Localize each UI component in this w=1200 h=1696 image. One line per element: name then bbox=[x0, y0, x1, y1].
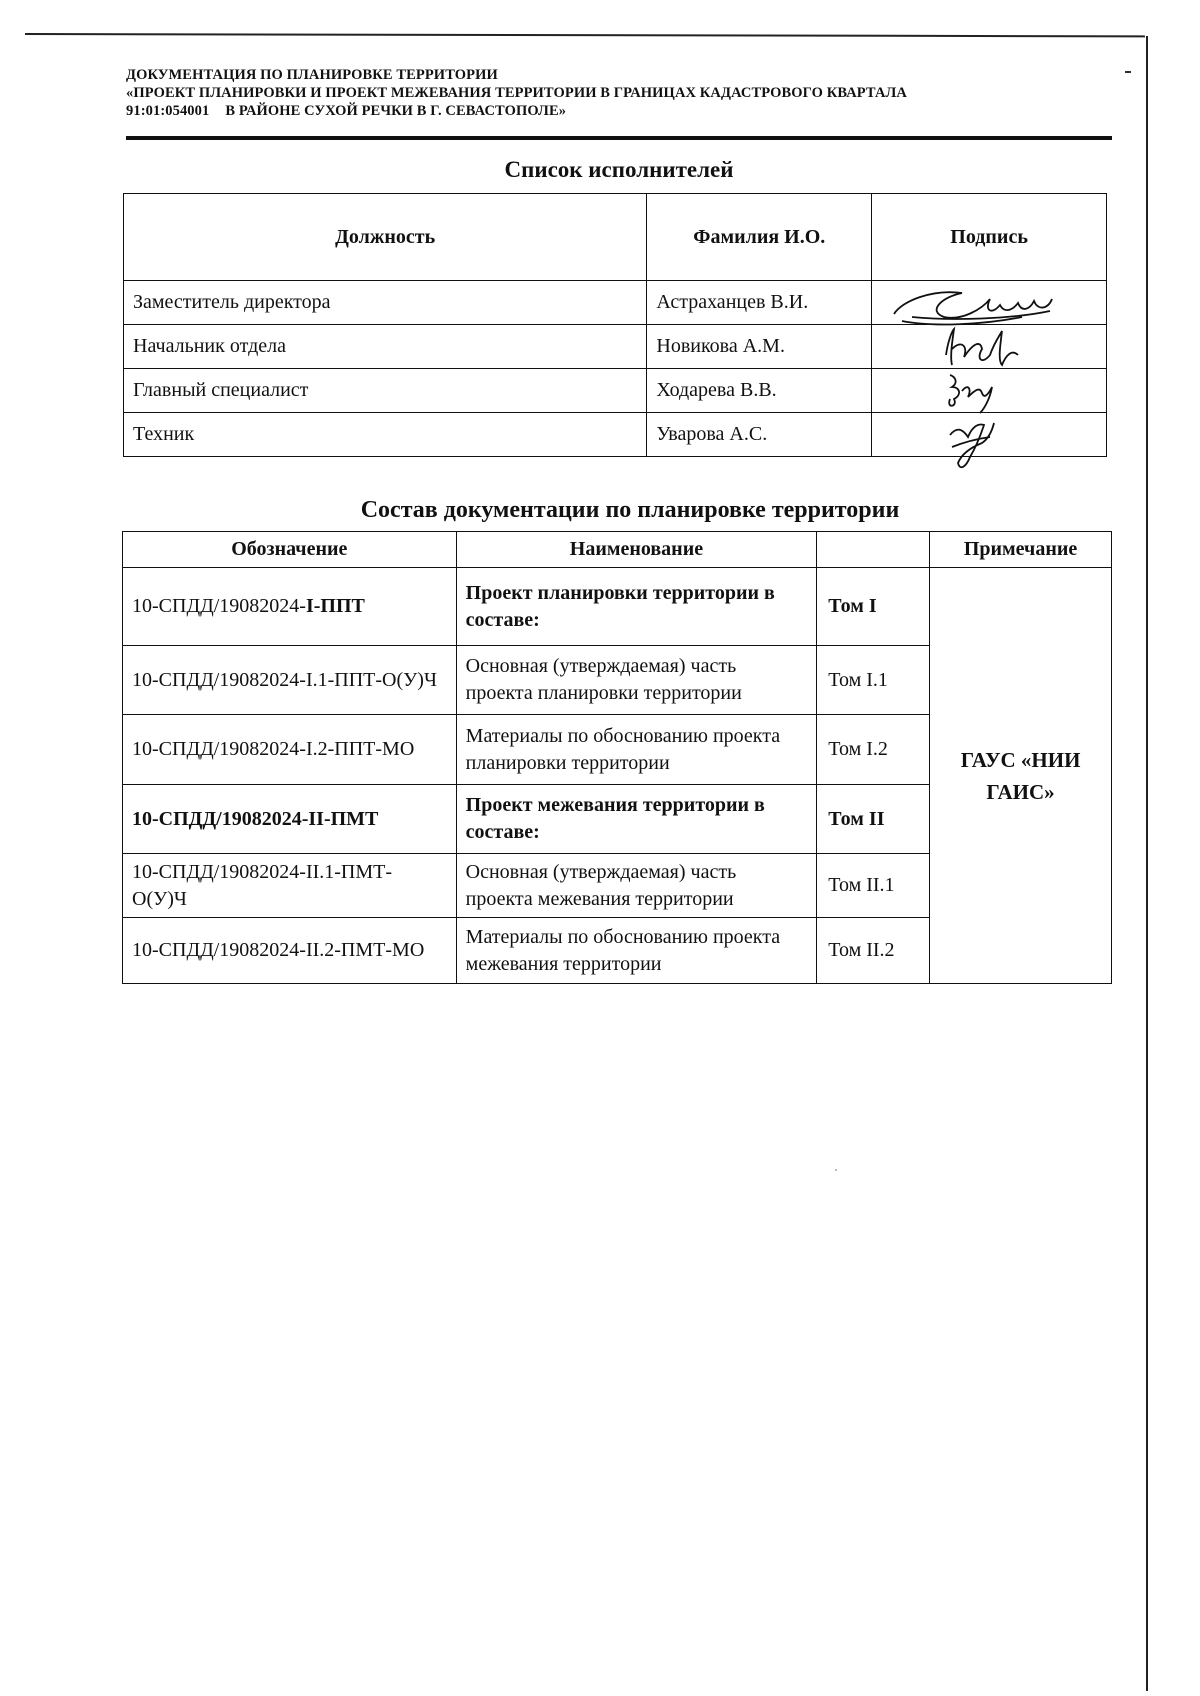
col-header-signature: Подпись bbox=[872, 194, 1107, 281]
signature-uvarova bbox=[872, 413, 1107, 463]
doc-designation bbox=[123, 854, 457, 918]
executor-position: Заместитель директора bbox=[124, 281, 647, 325]
executor-position: Техник bbox=[124, 413, 647, 457]
executor-name: Уварова А.С. bbox=[647, 413, 872, 457]
doc-name: Основная (утверждаемая) часть проекта межевания территории bbox=[456, 854, 817, 918]
document-header bbox=[126, 66, 1106, 120]
signature-cell bbox=[872, 325, 1107, 369]
cadastral-code: 91:01:054001 bbox=[126, 103, 210, 119]
designation-text: 10-СПДД/19082024- bbox=[132, 595, 306, 617]
header-rule bbox=[126, 136, 1112, 140]
col-header-note: Примечание bbox=[930, 532, 1112, 568]
doc-designation bbox=[123, 785, 457, 854]
executors-table bbox=[123, 193, 1107, 457]
col-header-position: Должность bbox=[124, 194, 647, 281]
executors-header-row bbox=[124, 194, 1107, 281]
designation-bold-text: 10-СПДД/19082024-II-ПМТ bbox=[132, 807, 379, 830]
signature-cell bbox=[872, 281, 1107, 325]
header-location: В РАЙОНЕ СУХОЙ РЕЧКИ В Г. СЕВАСТОПОЛЕ» bbox=[225, 103, 567, 119]
col-header-volume bbox=[817, 532, 930, 568]
col-header-name: Фамилия И.О. bbox=[647, 194, 872, 281]
signature-cell bbox=[872, 369, 1107, 413]
doc-volume: Том I.2 bbox=[817, 715, 930, 785]
doc-name: Материалы по обоснованию проекта планировки территории bbox=[456, 715, 817, 785]
doc-volume: Том II bbox=[817, 785, 930, 854]
doc-name: Основная (утверждаемая) часть проекта планировки территории bbox=[456, 646, 817, 715]
doc-name: Проект межевания территории в составе: bbox=[456, 785, 817, 854]
signature-khodareva bbox=[872, 369, 1107, 419]
signature-cell bbox=[872, 413, 1107, 457]
documents-header-row bbox=[123, 532, 1112, 568]
doc-name: Материалы по обоснованию проекта межевания территории bbox=[456, 918, 817, 984]
designation-text: 10-СПДД/19082024-I.1-ППТ-О(У)Ч bbox=[132, 668, 437, 691]
executor-name: Астраханцев В.И. bbox=[647, 281, 872, 325]
col-header-doc-name: Наименование bbox=[456, 532, 817, 568]
table-row bbox=[123, 568, 1112, 646]
signature-astrakhantsev bbox=[872, 281, 1107, 331]
signature-novikova bbox=[872, 325, 1107, 375]
header-line-1: ДОКУМЕНТАЦИЯ ПО ПЛАНИРОВКЕ ТЕРРИТОРИИ bbox=[126, 67, 498, 83]
table-row bbox=[124, 325, 1107, 369]
doc-volume: Том I.1 bbox=[817, 646, 930, 715]
scan-edge-right bbox=[1146, 36, 1148, 1691]
designation-text: 10-СПДД/19082024-I.2-ППТ-МО bbox=[132, 738, 415, 760]
doc-volume: Том I bbox=[817, 568, 930, 646]
scan-speck bbox=[835, 1169, 837, 1171]
scan-edge-top bbox=[25, 33, 1145, 37]
table-row bbox=[124, 413, 1107, 457]
table-row bbox=[124, 281, 1107, 325]
executor-position: Начальник отдела bbox=[124, 325, 647, 369]
doc-designation bbox=[123, 918, 457, 984]
documents-table bbox=[122, 531, 1112, 984]
executors-title: Список исполнителей bbox=[504, 157, 734, 182]
doc-designation bbox=[123, 568, 457, 646]
documents-title: Состав документации по планировке территории bbox=[360, 497, 900, 523]
doc-note: ГАУС «НИИ ГАИС» bbox=[930, 568, 1112, 984]
executor-position: Главный специалист bbox=[124, 369, 647, 413]
col-header-designation: Обозначение bbox=[123, 532, 457, 568]
doc-designation bbox=[123, 715, 457, 785]
executor-name: Ходарева В.В. bbox=[647, 369, 872, 413]
designation-text: 10-СПДД/19082024-II.2-ПМТ-МО bbox=[132, 939, 425, 961]
doc-designation bbox=[123, 646, 457, 715]
header-line-2: «ПРОЕКТ ПЛАНИРОВКИ И ПРОЕКТ МЕЖЕВАНИЯ ТЕРРИТОРИИ В ГРАНИЦАХ КАДАСТРОВОГО КВАРТАЛА bbox=[126, 85, 908, 101]
doc-name: Проект планировки территории в составе: bbox=[456, 568, 817, 646]
executor-name: Новикова А.М. bbox=[647, 325, 872, 369]
scan-mark bbox=[1125, 71, 1131, 73]
header-line-3 bbox=[126, 102, 1106, 120]
table-row bbox=[124, 369, 1107, 413]
designation-bold-text: I-ППТ bbox=[305, 595, 365, 617]
designation-text: 10-СПДД/19082024-II.1-ПМТ-О(У)Ч bbox=[132, 860, 393, 910]
doc-volume: Том II.1 bbox=[817, 854, 930, 918]
doc-volume: Том II.2 bbox=[817, 918, 930, 984]
